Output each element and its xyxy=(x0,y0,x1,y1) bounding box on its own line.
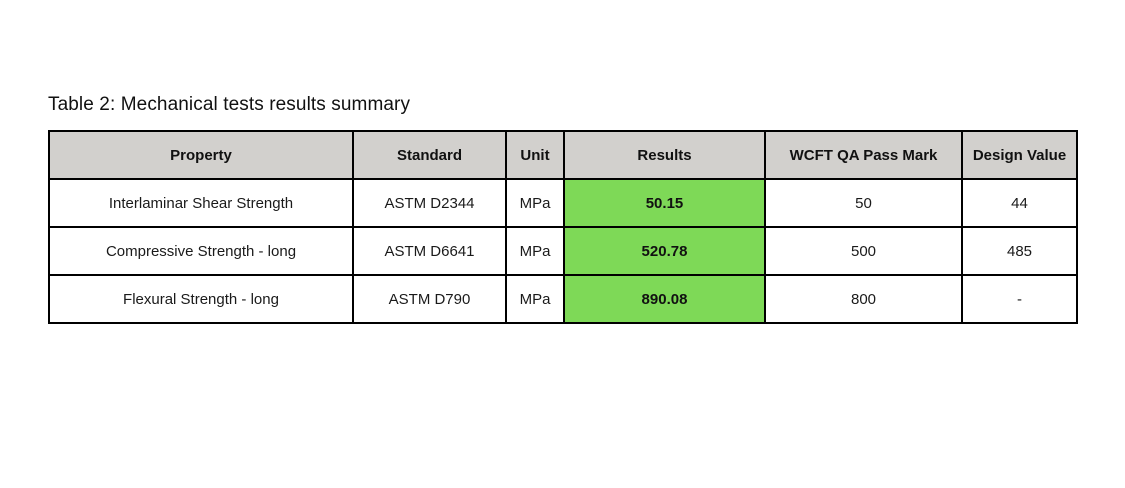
header-cell-standard: Standard xyxy=(353,131,506,179)
cell-unit: MPa xyxy=(506,275,564,323)
table-row xyxy=(49,227,1077,275)
cell-result: 890.08 xyxy=(564,275,765,323)
cell-design-value: 44 xyxy=(962,179,1077,227)
table-header xyxy=(49,131,1077,179)
header-cell-property: Property xyxy=(49,131,353,179)
cell-pass-mark: 500 xyxy=(765,227,962,275)
cell-standard: ASTM D790 xyxy=(353,275,506,323)
cell-unit: MPa xyxy=(506,179,564,227)
cell-property: Compressive Strength - long xyxy=(49,227,353,275)
header-cell-unit: Unit xyxy=(506,131,564,179)
cell-pass-mark: 50 xyxy=(765,179,962,227)
table-caption: Table 2: Mechanical tests results summary xyxy=(48,94,411,115)
table-body xyxy=(49,179,1077,323)
cell-result: 520.78 xyxy=(564,227,765,275)
cell-design-value: - xyxy=(962,275,1077,323)
mechanical-results-table xyxy=(48,130,1078,324)
header-cell-results: Results xyxy=(564,131,765,179)
table-row xyxy=(49,179,1077,227)
header-cell-pass-mark: WCFT QA Pass Mark xyxy=(765,131,962,179)
cell-standard: ASTM D6641 xyxy=(353,227,506,275)
cell-result: 50.15 xyxy=(564,179,765,227)
cell-standard: ASTM D2344 xyxy=(353,179,506,227)
cell-unit: MPa xyxy=(506,227,564,275)
cell-pass-mark: 800 xyxy=(765,275,962,323)
table-row xyxy=(49,275,1077,323)
header-row xyxy=(49,131,1077,179)
header-cell-design: Design Value xyxy=(962,131,1077,179)
cell-property: Flexural Strength - long xyxy=(49,275,353,323)
cell-design-value: 485 xyxy=(962,227,1077,275)
cell-property: Interlaminar Shear Strength xyxy=(49,179,353,227)
